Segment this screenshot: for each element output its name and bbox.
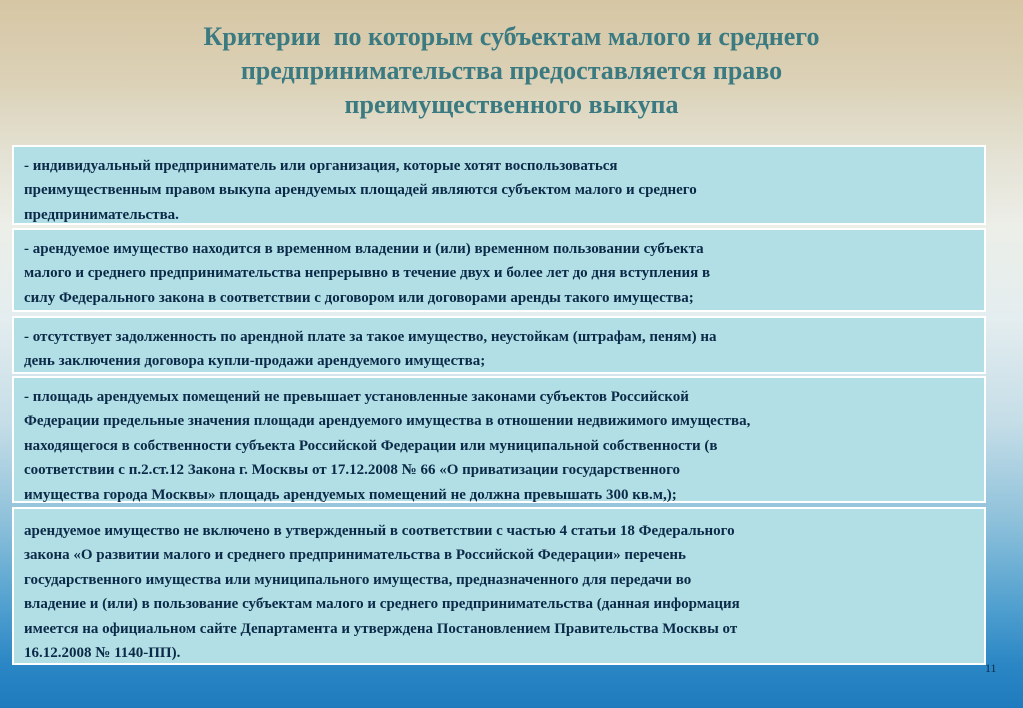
criterion-text-line: владение и (или) в пользование субъектам малого и среднего предпринимательства (данная информация [24, 596, 740, 613]
criterion-text-line: день заключения договора купли-продажи арендуемого имущества; [24, 353, 486, 370]
criterion-text-line: преимущественным правом выкупа арендуемых площадей являются субъектом малого и среднего [24, 182, 697, 199]
slide-title-line: преимущественного выкупа [344, 90, 679, 119]
criterion-text-line: закона «О развитии малого и среднего предпринимательства в Российской Федерации» перечень [24, 547, 686, 564]
criterion-text-line: - арендуемое имущество находится в временном владении и (или) временном пользовании субъекта [24, 241, 704, 257]
criterion-text-line: 16.12.2008 № 1140-ПП). [24, 645, 181, 662]
criterion-text-line: малого и среднего предпринимательства непрерывно в течение двух и более лет до дня вступления в [24, 265, 711, 282]
criterion-box-4 [12, 376, 986, 503]
criterion-text-line: находящегося в собственности субъекта Российской Федерации или муниципальной собственности (в [24, 437, 718, 454]
criterion-text-line: имущества города Москвы» площадь арендуемых помещений не должна превышать 300 кв.м,); [24, 486, 677, 503]
criterion-text-line: - площадь арендуемых помещений не превышает установленные законами субъектов Российской [24, 389, 689, 405]
criterion-box-1 [12, 145, 986, 225]
criterion-text-line: имеется на официальном сайте Департамента и утверждена Постановлением Правительства Москвы от [24, 620, 738, 637]
slide-title-line: Критерии по которым субъектам малого и среднего [203, 22, 820, 51]
criterion-text-line: соответствии с п.2.ст.12 Закона г. Москвы от 17.12.2008 № 66 «О приватизации государственного [24, 462, 681, 479]
criterion-box-5 [12, 507, 986, 665]
slide-title-line: предпринимательства предоставляется право [240, 56, 783, 85]
criterion-text-line: - индивидуальный предприниматель или организация, которые хотят воспользоваться [24, 158, 618, 174]
criterion-text-line: арендуемое имущество не включено в утвержденный в соответствии с частью 4 статьи 18 Федерального [24, 523, 735, 539]
criterion-text-line: предпринимательства. [24, 206, 179, 223]
page-number: 11 [985, 661, 997, 675]
criterion-text-line: государственного имущества или муниципального имущества, предназначенного для передачи во [24, 571, 692, 588]
criterion-text-line: силу Федерального закона в соответствии с договором или договорами аренды такого имущества; [24, 289, 694, 306]
criterion-text-line: - отсутствует задолженность по арендной плате за такое имущество, неустойкам (штрафам, пеням) на [24, 329, 717, 345]
criterion-box-2 [12, 228, 986, 312]
criterion-text-line: Федерации предельные значения площади арендуемого имущества в отношении недвижимого имущества, [24, 413, 751, 430]
slide-title [100, 20, 923, 122]
criterion-box-3 [12, 316, 986, 374]
